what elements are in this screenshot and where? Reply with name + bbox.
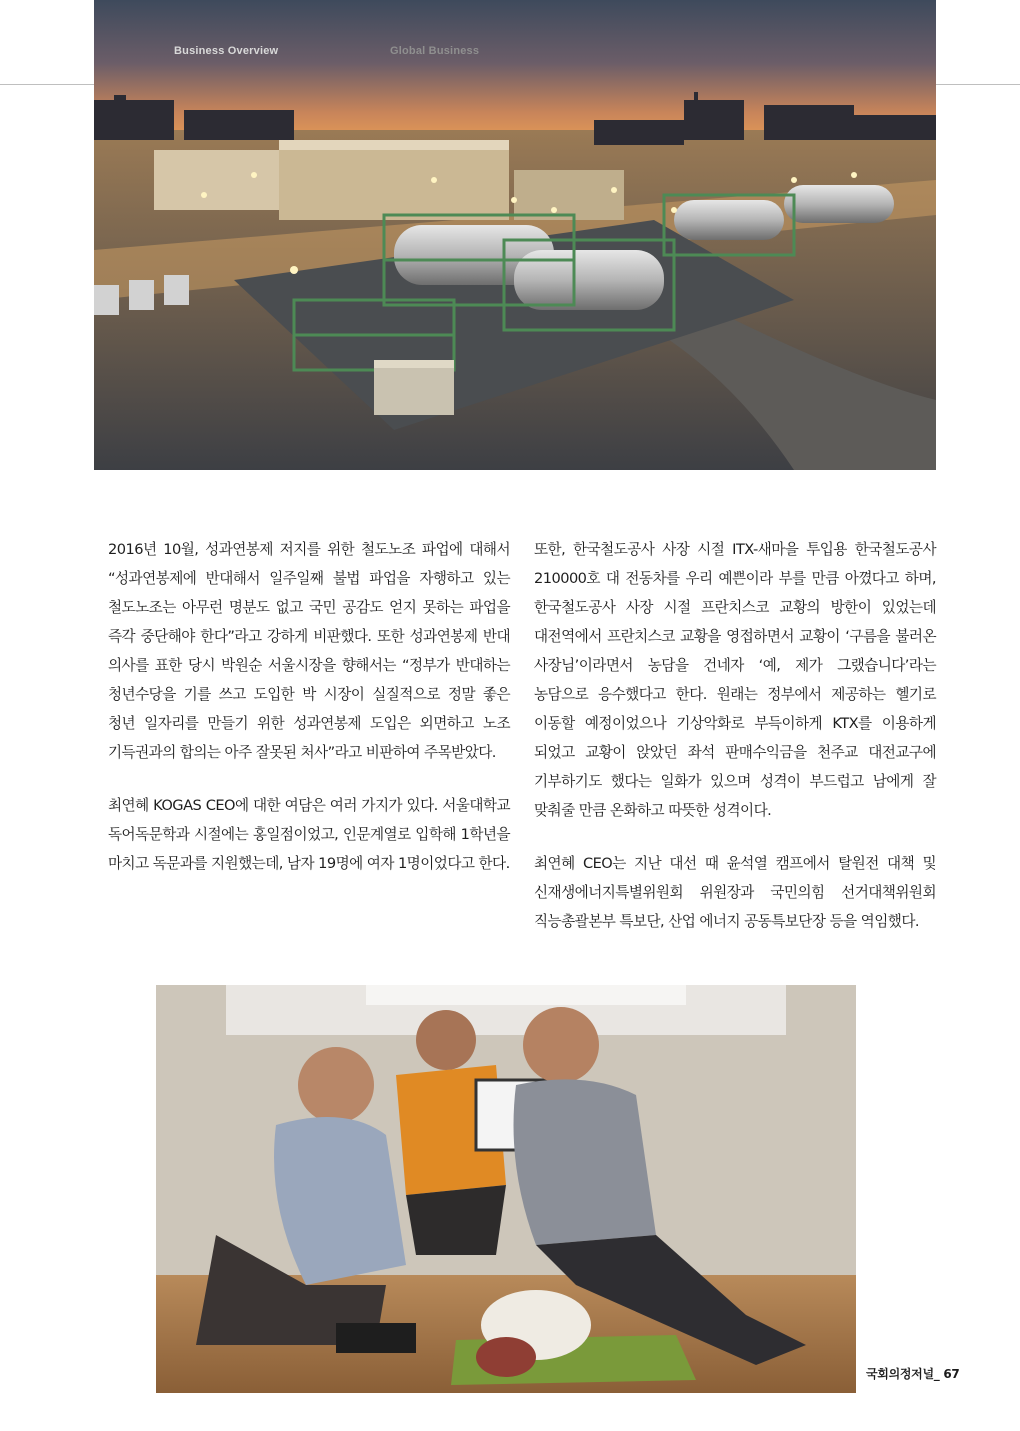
header-rule-left — [0, 84, 94, 85]
gas-plant-illustration — [94, 0, 936, 470]
article-paragraph: 최연혜 CEO는 지난 대선 때 윤석열 캠프에서 탈원전 대책 및 신재생에너지특별위원회 위원장과 국민의힘 선거대책위원회 직능총괄본부 특보단, 산업 에너지 공동특보단장 등을 역임했다. — [534, 855, 936, 930]
header-rule-right — [936, 84, 1020, 85]
nav-business-overview[interactable]: Business Overview — [174, 45, 279, 57]
article-paragraph: 또한, 한국철도공사 사장 시절 ITX-새마을 투입용 한국철도공사 210000호 대 전동차를 우리 예쁜이라 부를 만큼 아꼈다고 하며, 한국철도공사 사장 시절 프란치스코 교황의 방한이 있었는데 대전역에서 프란치스코 교황을 영접하면서 교황이 ‘구름을 불러온 사장님’이라면서 농담을 건네자 ‘예, 제가 그랬습니다’라는 농담으로 응수했다고 한다. 원래는 정부에서 제공하는 헬기로 이동할 예정이었으나 기상악화로 부득이하게 KTX를 이용하게 되었고 교황이 앉았던 좌석 판매수익금을 천주교 대전교구에 기부하기도 했다는 일화가 있으며 성격이 부드럽고 남에게 잘 맞춰줄 만큼 온화하고 따뜻한 성격이다. — [534, 541, 936, 819]
page-footer-label: 국회의정저널_ 67 — [866, 1367, 960, 1381]
cpr-training-photo — [156, 985, 856, 1393]
article-column-right — [534, 535, 936, 960]
article-paragraph: 최연혜 KOGAS CEO에 대한 여담은 여러 가지가 있다. 서울대학교 독어독문학과 시절에는 홍일점이었고, 인문계열로 입학해 1학년을 마치고 독문과를 지원했는데, 남자 19명에 여자 1명이었다고 한다. — [108, 797, 510, 872]
nav-global-business[interactable]: Global Business — [390, 45, 480, 57]
cpr-training-illustration — [156, 985, 856, 1393]
article-column-left — [108, 535, 510, 902]
gas-plant-night-photo — [94, 0, 936, 470]
article-paragraph: 2016년 10월, 성과연봉제 저지를 위한 철도노조 파업에 대해서 “성과연봉제에 반대해서 일주일째 불법 파업을 자행하고 있는 철도노조는 아무런 명분도 없고 국민 공감도 얻지 못하는 파업을 즉각 중단해야 한다”라고 강하게 비판했다. 또한 성과연봉제 반대 의사를 표한 당시 박원순 서울시장을 향해서는 “정부가 반대하는 청년수당을 기를 쓰고 도입한 박 시장이 실질적으로 정말 좋은 청년 일자리를 만들기 위한 성과연봉제 도입은 외면하고 노조 기득권과의 합의는 아주 잘못된 처사”라고 비판하여 주목받았다. — [108, 541, 510, 761]
